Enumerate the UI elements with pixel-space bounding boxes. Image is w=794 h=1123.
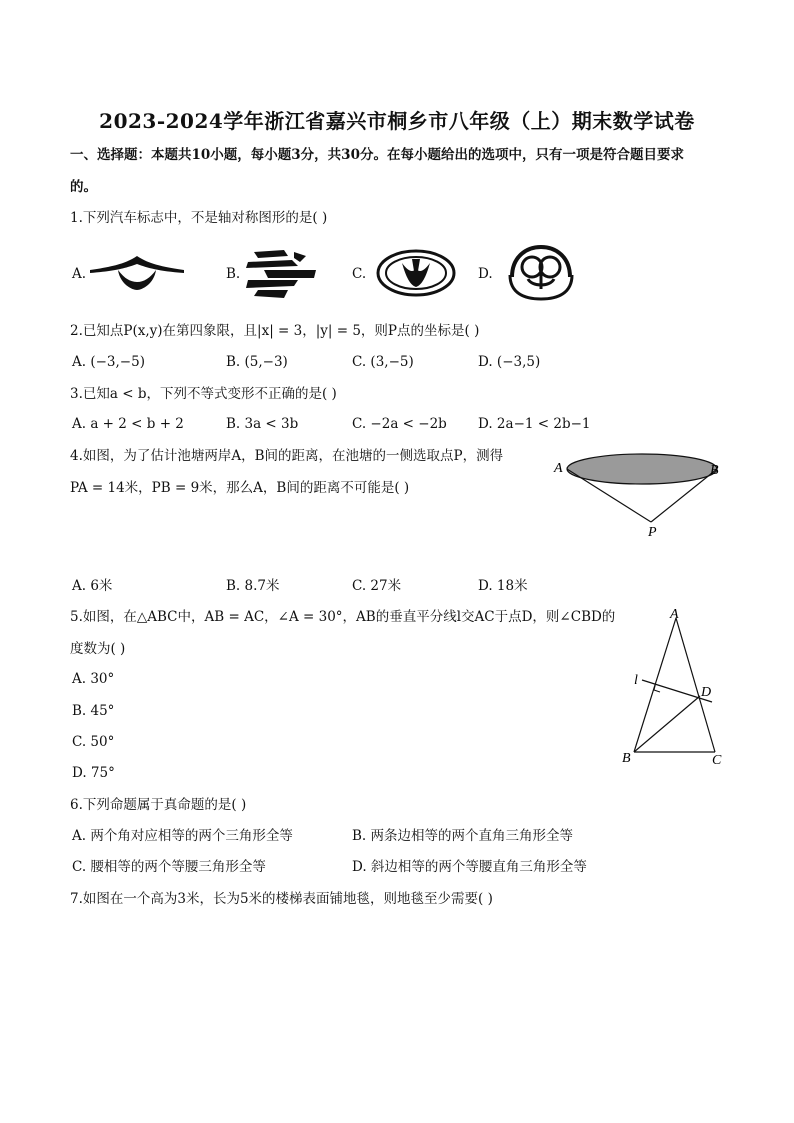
label-l: l bbox=[634, 673, 638, 688]
q3-option-b: B. 3a < 3b bbox=[226, 416, 299, 432]
q6-option-d: D. 斜边相等的两个等腰直角三角形全等 bbox=[352, 859, 587, 875]
logo-c-oval-icon bbox=[376, 247, 456, 299]
label-c: C bbox=[712, 753, 722, 768]
q7-stem: 7.如图在一个高为3米，长为5米的楼梯表面铺地毯，则地毯至少需要( ) bbox=[70, 891, 493, 907]
q3-stem: 3.已知a < b，下列不等式变形不正确的是( ) bbox=[70, 386, 337, 402]
q2-stem: 2.已知点P(x,y)在第四象限，且|x| = 3，|y| = 5，则P点的坐标是( ) bbox=[70, 323, 480, 339]
q5-option-d: D. 75° bbox=[72, 765, 115, 781]
q4-option-b: B. 8.7米 bbox=[226, 578, 280, 594]
q2-option-a: A. (−3,−5) bbox=[72, 354, 145, 370]
q1-option-b: B. bbox=[226, 266, 241, 282]
q5-option-b: B. 45° bbox=[72, 703, 115, 719]
label-b: B bbox=[710, 463, 719, 478]
pond-shape bbox=[567, 454, 717, 484]
q6-option-a: A. 两个角对应相等的两个三角形全等 bbox=[72, 828, 293, 844]
q4-pond-figure bbox=[552, 452, 732, 540]
q5-option-c: C. 50° bbox=[72, 734, 115, 750]
q5-stem-line2: 度数为( ) bbox=[70, 641, 126, 657]
q2-option-c: C. (3,−5) bbox=[352, 354, 414, 370]
q1-option-c: C. bbox=[352, 266, 367, 282]
q1-option-a: A. bbox=[72, 266, 87, 282]
q6-option-c: C. 腰相等的两个等腰三角形全等 bbox=[72, 859, 266, 875]
q5-triangle-figure bbox=[620, 606, 730, 766]
q5-stem-line1: 5.如图，在△ABC中，AB = AC，∠A = 30°，AB的垂直平分线l交AC于点D，则∠CBD的 bbox=[70, 609, 616, 625]
q4-option-a: A. 6米 bbox=[72, 578, 113, 594]
q1-option-d: D. bbox=[478, 266, 493, 282]
label-d: D bbox=[701, 685, 712, 700]
label-a: A bbox=[554, 461, 563, 476]
section-heading-line2: 的。 bbox=[70, 179, 97, 195]
q5-option-a: A. 30° bbox=[72, 671, 115, 687]
q4-stem-line1: 4.如图，为了估计池塘两岸A，B间的距离，在池塘的一侧选取点P，测得 bbox=[70, 448, 504, 464]
q3-option-d: D. 2a−1 < 2b−1 bbox=[478, 416, 591, 432]
q3-option-a: A. a + 2 < b + 2 bbox=[72, 416, 184, 432]
label-a: A bbox=[670, 607, 679, 622]
q1-stem: 1.下列汽车标志中，不是轴对称图形的是( ) bbox=[70, 210, 328, 226]
q6-option-b: B. 两条边相等的两个直角三角形全等 bbox=[352, 828, 574, 844]
section-heading-line1: 一、选择题：本题共10小题，每小题3分，共30分。在每小题给出的选项中，只有一项是符合题目要求 bbox=[70, 147, 684, 163]
logo-b-stripes-icon bbox=[244, 248, 320, 300]
q4-option-d: D. 18米 bbox=[478, 578, 528, 594]
segment-bd bbox=[634, 696, 700, 752]
q2-option-d: D. (−3,5) bbox=[478, 354, 541, 370]
q2-option-b: B. (5,−3) bbox=[226, 354, 288, 370]
page-title: 2023-2024学年浙江省嘉兴市桐乡市八年级（上）期末数学试卷 bbox=[99, 109, 695, 133]
label-b: B bbox=[622, 751, 631, 766]
q3-option-c: C. −2a < −2b bbox=[352, 416, 447, 432]
q4-stem-line2: PA = 14米，PB = 9米，那么A，B间的距离不可能是( ) bbox=[70, 480, 410, 496]
logo-d-circle-icon bbox=[504, 243, 578, 303]
label-p: P bbox=[648, 525, 657, 540]
q6-stem: 6.下列命题属于真命题的是( ) bbox=[70, 797, 247, 813]
logo-a-wing-icon bbox=[88, 252, 186, 294]
q4-option-c: C. 27米 bbox=[352, 578, 402, 594]
